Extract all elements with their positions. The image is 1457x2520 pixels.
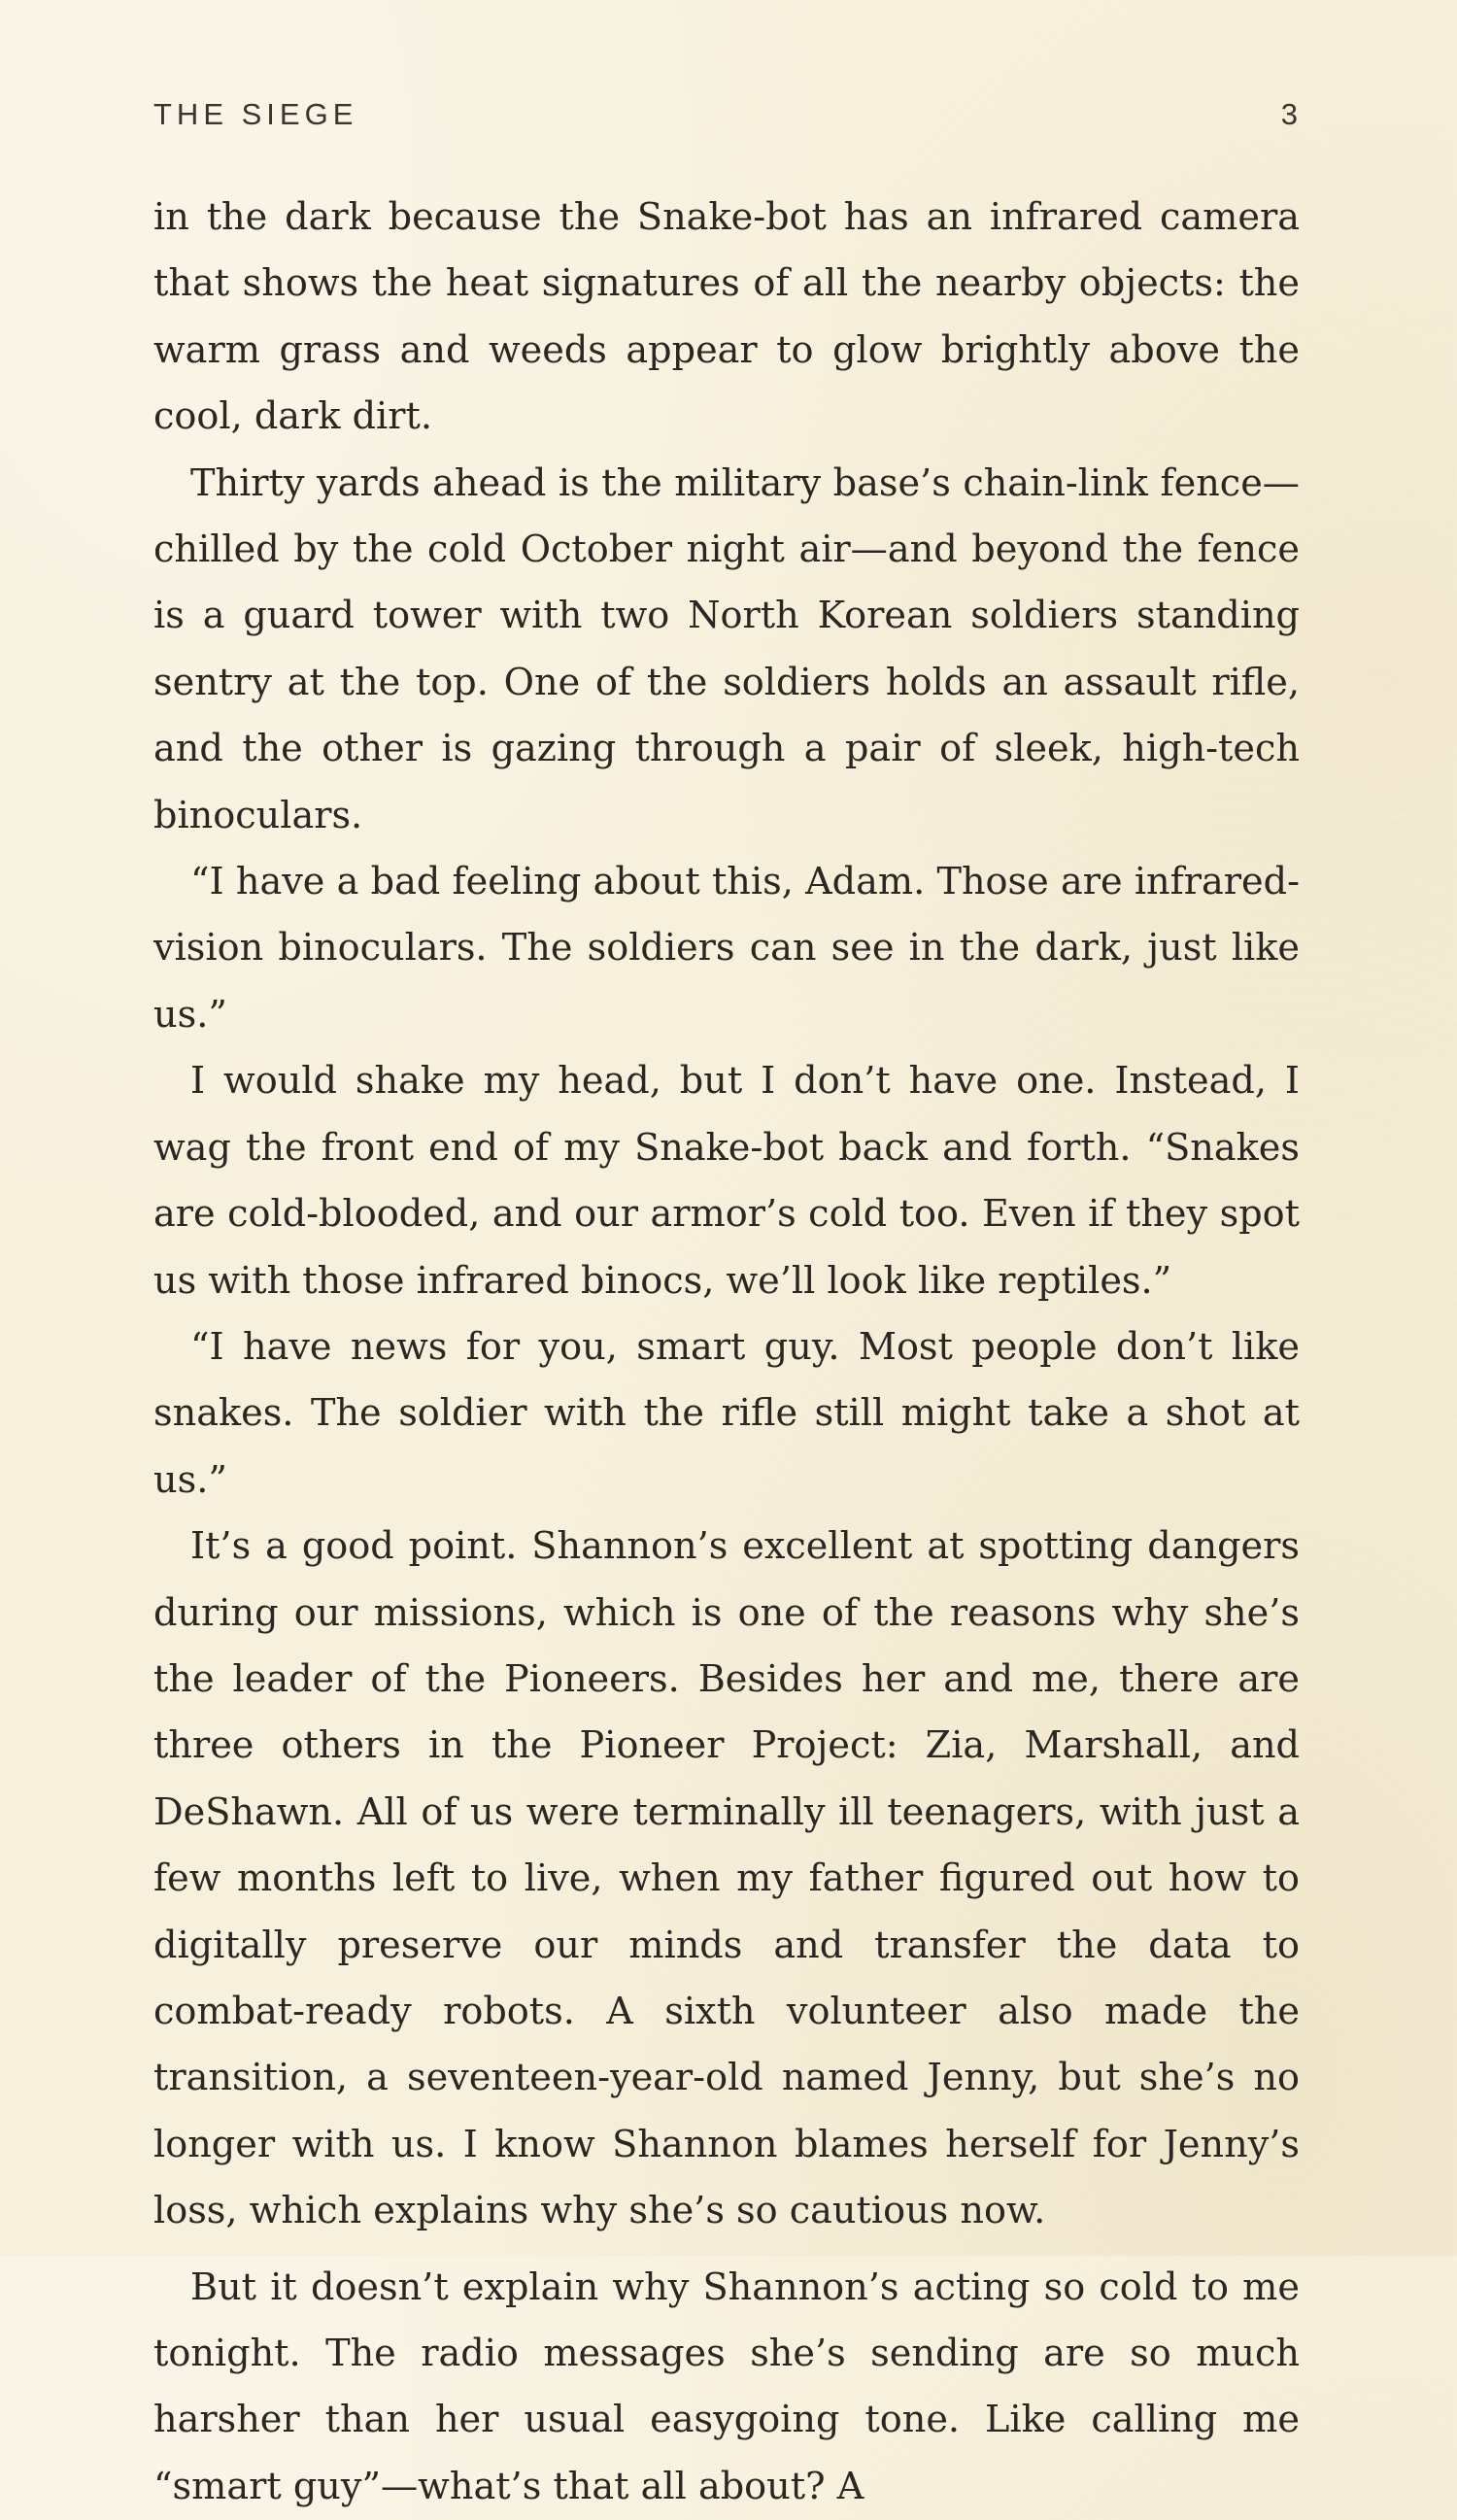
running-title: THE SIEGE [153,97,358,131]
paragraph: I would shake my head, but I don’t have one. Instead, I wag the front end of my Snake-bot back and forth. “Snakes are cold-blooded, and our armor’s cold too. Even if they spot us with those infrared binocs, we’ll look like reptiles.” [153,1060,1300,1303]
paragraph: “I have a bad feeling about this, Adam. Those are infrared-vision binoculars. The soldiers can see in the dark, just like us.” [153,861,1300,1037]
paragraph: Thirty yards ahead is the military base’s chain-link fence—chilled by the cold October night air—and beyond the fence is a guard tower with two North Korean soldiers standing sentry at the top. One of the soldiers holds an assault rifle, and the other is gazing through a pair of sleek, high-tech binoculars. [153,461,1300,837]
paragraph: in the dark because the Snake-bot has an infrared camera that shows the heat signatures of all the nearby objects: the warm grass and weeds appear to glow brightly above the cool, dark dirt. [153,196,1300,439]
body-text [153,185,1300,2520]
paragraph: “I have news for you, smart guy. Most people don’t like snakes. The soldier with the rifle still might take a shot at us.” [153,1325,1300,1502]
running-head [153,97,1298,136]
page-number: 3 [1280,97,1298,131]
paragraph: It’s a good point. Shannon’s excellent at spotting dangers during our missions, which is one of the reasons why she’s the leader of the Pioneers. Besides her and me, there are three others in the Pioneer Project: Zia, Marshall, and DeShawn. All of us were terminally ill teenagers, with just a few months left to live, when my father figured out how to digitally preserve our minds and transfer the data to combat-ready robots. A sixth volunteer also made the transition, a seventeen-year-old named Jenny, but she’s no longer with us. I know Shannon blames herself for Jenny’s loss, which explains why she’s so cautious now. [153,1525,1300,2233]
paragraph: But it doesn’t explain why Shannon’s acting so cold to me tonight. The radio messages she’s sending are so much harsher than her usual easygoing tone. Like calling me “smart guy”—what’s that all about? A [153,2265,1300,2508]
